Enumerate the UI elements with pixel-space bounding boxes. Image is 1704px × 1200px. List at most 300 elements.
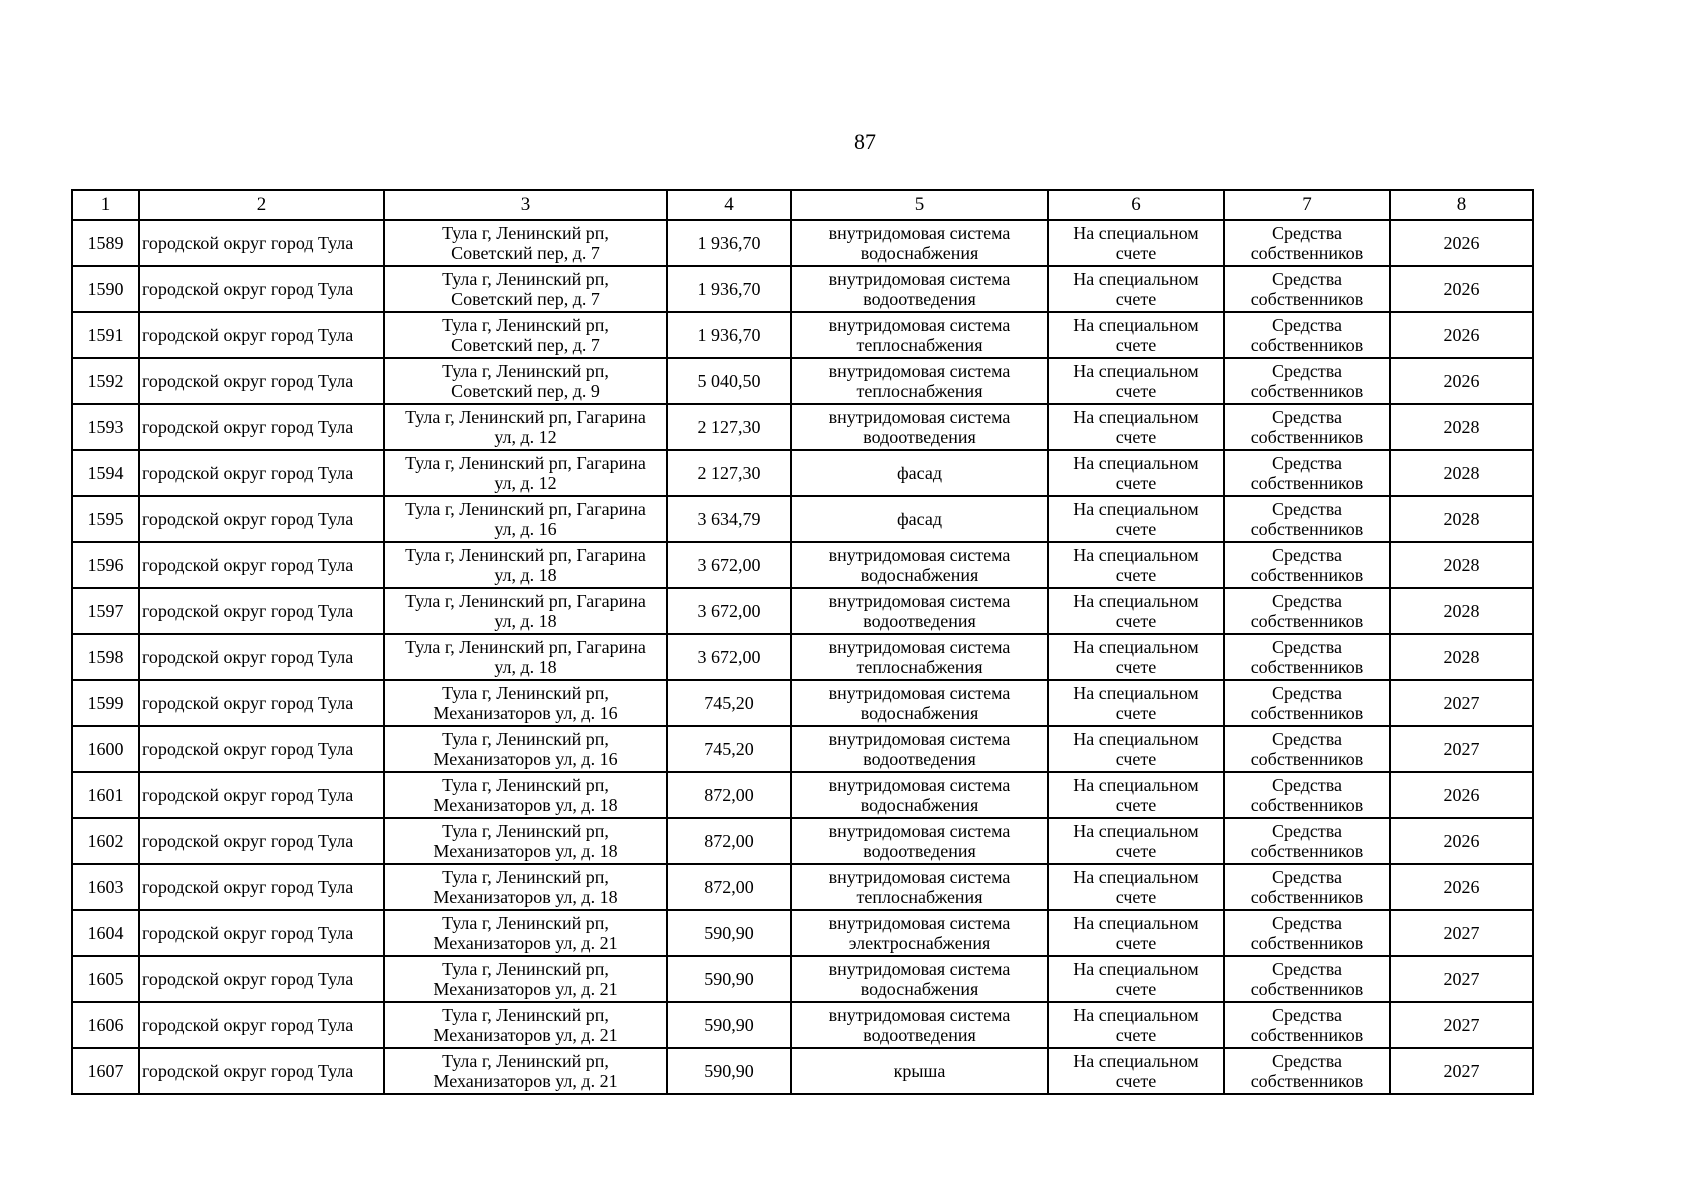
address-cell-line: Механизаторов ул, д. 16 — [433, 749, 618, 769]
work-type-cell-line: водоотведения — [863, 611, 976, 631]
account-cell-line: счете — [1115, 519, 1157, 539]
address-cell-line: Тула г, Ленинский рп, — [442, 729, 609, 749]
account-cell — [1048, 680, 1224, 726]
account-cell — [1048, 864, 1224, 910]
column-header: 4 — [667, 190, 791, 220]
year-cell: 2026 — [1390, 864, 1533, 910]
account-cell-line: На специальном — [1073, 867, 1199, 887]
funding-source-cell-line: собственников — [1250, 1071, 1364, 1091]
work-type-cell — [791, 956, 1048, 1002]
account-cell-line: счете — [1115, 795, 1157, 815]
area-cell: 1 936,70 — [667, 266, 791, 312]
work-type-cell-line: внутридомовая система — [828, 1005, 1011, 1025]
row-number-cell: 1591 — [72, 312, 139, 358]
account-cell-line: счете — [1115, 749, 1157, 769]
account-cell-line: На специальном — [1073, 407, 1199, 427]
work-type-cell-line: внутридомовая система — [828, 775, 1011, 795]
account-cell-line: На специальном — [1073, 453, 1199, 473]
account-cell-line: счете — [1115, 887, 1157, 907]
funding-source-cell-line: собственников — [1250, 565, 1364, 585]
address-cell-line: Тула г, Ленинский рп, Гагарина — [405, 407, 646, 427]
work-type-cell-line: внутридомовая система — [828, 913, 1011, 933]
row-number-cell: 1594 — [72, 450, 139, 496]
row-number-cell: 1592 — [72, 358, 139, 404]
work-type-cell-line: внутридомовая система — [828, 637, 1011, 657]
table-row — [72, 956, 1533, 1002]
account-cell-line: счете — [1115, 473, 1157, 493]
funding-source-cell-line: Средства — [1271, 821, 1343, 841]
table-row — [72, 1002, 1533, 1048]
funding-source-cell — [1224, 956, 1390, 1002]
funding-source-cell — [1224, 404, 1390, 450]
funding-source-cell-line: Средства — [1271, 361, 1343, 381]
year-cell: 2027 — [1390, 1002, 1533, 1048]
account-cell — [1048, 450, 1224, 496]
table-row — [72, 312, 1533, 358]
work-type-cell-line: фасад — [896, 463, 942, 483]
funding-source-cell-line: Средства — [1271, 775, 1343, 795]
address-cell-line: Тула г, Ленинский рп, — [442, 913, 609, 933]
table-row — [72, 542, 1533, 588]
account-cell-line: На специальном — [1073, 499, 1199, 519]
address-cell-line: Механизаторов ул, д. 18 — [433, 887, 618, 907]
year-cell: 2027 — [1390, 910, 1533, 956]
funding-source-cell-line: собственников — [1250, 1025, 1364, 1045]
address-cell — [384, 726, 667, 772]
work-type-cell-line: внутридомовая система — [828, 821, 1011, 841]
account-cell — [1048, 726, 1224, 772]
account-cell-line: На специальном — [1073, 729, 1199, 749]
area-cell: 5 040,50 — [667, 358, 791, 404]
address-cell — [384, 588, 667, 634]
work-type-cell-line: внутридомовая система — [828, 361, 1011, 381]
funding-source-cell-line: собственников — [1250, 887, 1364, 907]
work-type-cell-line: фасад — [896, 509, 942, 529]
work-type-cell-line: внутридомовая система — [828, 867, 1011, 887]
address-cell-line: Советский пер, д. 7 — [451, 289, 600, 309]
funding-source-cell — [1224, 220, 1390, 266]
work-type-cell-line: внутридомовая система — [828, 223, 1011, 243]
account-cell-line: На специальном — [1073, 1051, 1199, 1071]
work-type-cell-line: водоотведения — [863, 1025, 976, 1045]
address-cell-line: Тула г, Ленинский рп, — [442, 821, 609, 841]
address-cell-line: Тула г, Ленинский рп, — [442, 361, 609, 381]
work-type-cell — [791, 1002, 1048, 1048]
funding-source-cell-line: собственников — [1250, 335, 1364, 355]
municipality-cell: городской округ город Тула — [139, 910, 384, 956]
row-number-cell: 1597 — [72, 588, 139, 634]
account-cell — [1048, 358, 1224, 404]
year-cell: 2028 — [1390, 450, 1533, 496]
row-number-cell: 1595 — [72, 496, 139, 542]
funding-source-cell — [1224, 588, 1390, 634]
address-cell-line: ул, д. 18 — [494, 611, 557, 631]
account-cell — [1048, 772, 1224, 818]
address-cell — [384, 1002, 667, 1048]
row-number-cell: 1600 — [72, 726, 139, 772]
area-cell: 1 936,70 — [667, 220, 791, 266]
address-cell-line: Советский пер, д. 7 — [451, 335, 600, 355]
account-cell — [1048, 266, 1224, 312]
work-type-cell-line: водоснабжения — [860, 565, 979, 585]
address-cell-line: Тула г, Ленинский рп, Гагарина — [405, 545, 646, 565]
municipality-cell: городской округ город Тула — [139, 542, 384, 588]
table-row — [72, 772, 1533, 818]
row-number-cell: 1604 — [72, 910, 139, 956]
row-number-cell: 1606 — [72, 1002, 139, 1048]
funding-source-cell-line: собственников — [1250, 289, 1364, 309]
municipality-cell: городской округ город Тула — [139, 358, 384, 404]
address-cell-line: Механизаторов ул, д. 18 — [433, 795, 618, 815]
municipality-cell: городской округ город Тула — [139, 266, 384, 312]
area-cell: 590,90 — [667, 956, 791, 1002]
address-cell-line: ул, д. 18 — [494, 565, 557, 585]
funding-source-cell-line: Средства — [1271, 269, 1343, 289]
year-cell: 2028 — [1390, 404, 1533, 450]
funding-source-cell — [1224, 496, 1390, 542]
funding-source-cell-line: Средства — [1271, 729, 1343, 749]
account-cell — [1048, 312, 1224, 358]
funding-source-cell — [1224, 864, 1390, 910]
funding-source-cell — [1224, 726, 1390, 772]
column-header: 1 — [72, 190, 139, 220]
table-row — [72, 588, 1533, 634]
account-cell-line: счете — [1115, 565, 1157, 585]
work-type-cell-line: внутридомовая система — [828, 545, 1011, 565]
repair-program-table — [71, 189, 1534, 1095]
table-row — [72, 450, 1533, 496]
table-row — [72, 910, 1533, 956]
year-cell: 2028 — [1390, 588, 1533, 634]
account-cell-line: На специальном — [1073, 775, 1199, 795]
year-cell: 2028 — [1390, 496, 1533, 542]
funding-source-cell-line: собственников — [1250, 933, 1364, 953]
address-cell-line: Тула г, Ленинский рп, — [442, 1005, 609, 1025]
work-type-cell — [791, 588, 1048, 634]
table-row — [72, 864, 1533, 910]
address-cell-line: Тула г, Ленинский рп, Гагарина — [405, 591, 646, 611]
funding-source-cell-line: Средства — [1271, 637, 1343, 657]
column-header: 6 — [1048, 190, 1224, 220]
table-row — [72, 404, 1533, 450]
row-number-cell: 1601 — [72, 772, 139, 818]
funding-source-cell-line: собственников — [1250, 979, 1364, 999]
area-cell: 3 634,79 — [667, 496, 791, 542]
address-cell-line: Механизаторов ул, д. 21 — [433, 933, 618, 953]
account-cell — [1048, 818, 1224, 864]
row-number-cell: 1605 — [72, 956, 139, 1002]
funding-source-cell-line: Средства — [1271, 959, 1343, 979]
municipality-cell: городской округ город Тула — [139, 1048, 384, 1094]
work-type-cell-line: внутридомовая система — [828, 729, 1011, 749]
year-cell: 2027 — [1390, 956, 1533, 1002]
address-cell — [384, 266, 667, 312]
address-cell — [384, 910, 667, 956]
address-cell-line: Тула г, Ленинский рп, Гагарина — [405, 499, 646, 519]
funding-source-cell — [1224, 634, 1390, 680]
account-cell — [1048, 496, 1224, 542]
work-type-cell-line: водоснабжения — [860, 795, 979, 815]
address-cell — [384, 404, 667, 450]
funding-source-cell-line: собственников — [1250, 381, 1364, 401]
year-cell: 2026 — [1390, 220, 1533, 266]
work-type-cell — [791, 910, 1048, 956]
account-cell — [1048, 588, 1224, 634]
table-row — [72, 1048, 1533, 1094]
table-row — [72, 818, 1533, 864]
work-type-cell — [791, 312, 1048, 358]
account-cell-line: На специальном — [1073, 913, 1199, 933]
funding-source-cell-line: собственников — [1250, 243, 1364, 263]
work-type-cell-line: внутридомовая система — [828, 683, 1011, 703]
address-cell-line: Тула г, Ленинский рп, — [442, 223, 609, 243]
funding-source-cell-line: Средства — [1271, 499, 1343, 519]
funding-source-cell-line: Средства — [1271, 1051, 1343, 1071]
funding-source-cell — [1224, 818, 1390, 864]
area-cell: 3 672,00 — [667, 542, 791, 588]
row-number-cell: 1607 — [72, 1048, 139, 1094]
work-type-cell-line: внутридомовая система — [828, 407, 1011, 427]
year-cell: 2026 — [1390, 818, 1533, 864]
work-type-cell — [791, 726, 1048, 772]
work-type-cell — [791, 818, 1048, 864]
account-cell-line: На специальном — [1073, 545, 1199, 565]
municipality-cell: городской округ город Тула — [139, 956, 384, 1002]
funding-source-cell-line: Средства — [1271, 591, 1343, 611]
address-cell-line: ул, д. 12 — [494, 427, 557, 447]
address-cell-line: Тула г, Ленинский рп, — [442, 269, 609, 289]
table-row — [72, 266, 1533, 312]
work-type-cell-line: водоотведения — [863, 841, 976, 861]
year-cell: 2028 — [1390, 634, 1533, 680]
address-cell — [384, 1048, 667, 1094]
account-cell-line: На специальном — [1073, 591, 1199, 611]
account-cell-line: На специальном — [1073, 315, 1199, 335]
area-cell: 872,00 — [667, 864, 791, 910]
row-number-cell: 1590 — [72, 266, 139, 312]
area-cell: 2 127,30 — [667, 450, 791, 496]
funding-source-cell-line: Средства — [1271, 867, 1343, 887]
municipality-cell: городской округ город Тула — [139, 588, 384, 634]
funding-source-cell — [1224, 680, 1390, 726]
address-cell — [384, 680, 667, 726]
work-type-cell-line: теплоснабжения — [856, 335, 983, 355]
year-cell: 2026 — [1390, 312, 1533, 358]
account-cell-line: счете — [1115, 703, 1157, 723]
address-cell-line: Тула г, Ленинский рп, — [442, 959, 609, 979]
municipality-cell: городской округ город Тула — [139, 1002, 384, 1048]
account-cell — [1048, 1048, 1224, 1094]
area-cell: 2 127,30 — [667, 404, 791, 450]
work-type-cell-line: водоотведения — [863, 427, 976, 447]
account-cell — [1048, 634, 1224, 680]
year-cell: 2027 — [1390, 1048, 1533, 1094]
address-cell — [384, 312, 667, 358]
year-cell: 2026 — [1390, 266, 1533, 312]
work-type-cell — [791, 266, 1048, 312]
work-type-cell-line: водоснабжения — [860, 703, 979, 723]
work-type-cell-line: внутридомовая система — [828, 959, 1011, 979]
address-cell — [384, 864, 667, 910]
address-cell-line: Тула г, Ленинский рп, — [442, 867, 609, 887]
address-cell — [384, 818, 667, 864]
funding-source-cell-line: Средства — [1271, 545, 1343, 565]
address-cell-line: ул, д. 18 — [494, 657, 557, 677]
funding-source-cell-line: собственников — [1250, 473, 1364, 493]
work-type-cell — [791, 496, 1048, 542]
account-cell-line: счете — [1115, 427, 1157, 447]
work-type-cell — [791, 772, 1048, 818]
column-header: 8 — [1390, 190, 1533, 220]
account-cell-line: На специальном — [1073, 683, 1199, 703]
municipality-cell: городской округ город Тула — [139, 634, 384, 680]
row-number-cell: 1598 — [72, 634, 139, 680]
funding-source-cell — [1224, 266, 1390, 312]
row-number-cell: 1599 — [72, 680, 139, 726]
account-cell — [1048, 910, 1224, 956]
work-type-cell-line: теплоснабжения — [856, 381, 983, 401]
address-cell-line: Советский пер, д. 9 — [451, 381, 600, 401]
address-cell-line: Механизаторов ул, д. 21 — [433, 1071, 618, 1091]
funding-source-cell — [1224, 312, 1390, 358]
page-number: 87 — [854, 129, 876, 154]
funding-source-cell-line: собственников — [1250, 841, 1364, 861]
funding-source-cell — [1224, 910, 1390, 956]
year-cell: 2026 — [1390, 772, 1533, 818]
column-header: 5 — [791, 190, 1048, 220]
work-type-cell-line: водоотведения — [863, 289, 976, 309]
address-cell-line: Механизаторов ул, д. 21 — [433, 979, 618, 999]
table-row — [72, 496, 1533, 542]
municipality-cell: городской округ город Тула — [139, 864, 384, 910]
account-cell — [1048, 956, 1224, 1002]
work-type-cell-line: водоснабжения — [860, 979, 979, 999]
account-cell-line: На специальном — [1073, 223, 1199, 243]
address-cell — [384, 496, 667, 542]
work-type-cell — [791, 542, 1048, 588]
account-cell — [1048, 542, 1224, 588]
account-cell-line: счете — [1115, 289, 1157, 309]
municipality-cell: городской округ город Тула — [139, 404, 384, 450]
account-cell-line: На специальном — [1073, 1005, 1199, 1025]
work-type-cell-line: внутридомовая система — [828, 591, 1011, 611]
work-type-cell — [791, 680, 1048, 726]
address-cell-line: Советский пер, д. 7 — [451, 243, 600, 263]
funding-source-cell-line: Средства — [1271, 913, 1343, 933]
account-cell-line: счете — [1115, 1071, 1157, 1091]
account-cell — [1048, 220, 1224, 266]
account-cell-line: На специальном — [1073, 821, 1199, 841]
account-cell-line: счете — [1115, 979, 1157, 999]
row-number-cell: 1602 — [72, 818, 139, 864]
funding-source-cell — [1224, 772, 1390, 818]
work-type-cell — [791, 450, 1048, 496]
address-cell-line: Тула г, Ленинский рп, — [442, 1051, 609, 1071]
year-cell: 2028 — [1390, 542, 1533, 588]
funding-source-cell — [1224, 542, 1390, 588]
column-header: 3 — [384, 190, 667, 220]
funding-source-cell-line: собственников — [1250, 795, 1364, 815]
work-type-cell — [791, 404, 1048, 450]
address-cell-line: Механизаторов ул, д. 16 — [433, 703, 618, 723]
area-cell: 872,00 — [667, 818, 791, 864]
work-type-cell — [791, 1048, 1048, 1094]
year-cell: 2027 — [1390, 726, 1533, 772]
funding-source-cell-line: Средства — [1271, 407, 1343, 427]
work-type-cell-line: электроснабжения — [848, 933, 991, 953]
address-cell-line: Тула г, Ленинский рп, — [442, 775, 609, 795]
municipality-cell: городской округ город Тула — [139, 450, 384, 496]
funding-source-cell-line: Средства — [1271, 223, 1343, 243]
work-type-cell-line: водоснабжения — [860, 243, 979, 263]
work-type-cell-line: крыша — [893, 1061, 946, 1081]
address-cell-line: Механизаторов ул, д. 21 — [433, 1025, 618, 1045]
municipality-cell: городской округ город Тула — [139, 772, 384, 818]
area-cell: 1 936,70 — [667, 312, 791, 358]
address-cell-line: Тула г, Ленинский рп, — [442, 683, 609, 703]
funding-source-cell-line: Средства — [1271, 1005, 1343, 1025]
funding-source-cell-line: Средства — [1271, 453, 1343, 473]
funding-source-cell-line: Средства — [1271, 315, 1343, 335]
area-cell: 872,00 — [667, 772, 791, 818]
municipality-cell: городской округ город Тула — [139, 496, 384, 542]
table-row — [72, 680, 1533, 726]
work-type-cell-line: внутридомовая система — [828, 315, 1011, 335]
column-header: 7 — [1224, 190, 1390, 220]
row-number-cell: 1596 — [72, 542, 139, 588]
row-number-cell: 1589 — [72, 220, 139, 266]
address-cell — [384, 542, 667, 588]
work-type-cell-line: теплоснабжения — [856, 887, 983, 907]
address-cell-line: Механизаторов ул, д. 18 — [433, 841, 618, 861]
funding-source-cell — [1224, 450, 1390, 496]
table-row — [72, 726, 1533, 772]
funding-source-cell-line: собственников — [1250, 611, 1364, 631]
address-cell — [384, 450, 667, 496]
table-row — [72, 358, 1533, 404]
work-type-cell — [791, 634, 1048, 680]
address-cell-line: ул, д. 12 — [494, 473, 557, 493]
account-cell-line: счете — [1115, 933, 1157, 953]
work-type-cell — [791, 220, 1048, 266]
work-type-cell-line: теплоснабжения — [856, 657, 983, 677]
area-cell: 590,90 — [667, 910, 791, 956]
row-number-cell: 1593 — [72, 404, 139, 450]
municipality-cell: городской округ город Тула — [139, 220, 384, 266]
address-cell — [384, 634, 667, 680]
address-cell-line: Тула г, Ленинский рп, Гагарина — [405, 637, 646, 657]
funding-source-cell-line: собственников — [1250, 657, 1364, 677]
area-cell: 3 672,00 — [667, 634, 791, 680]
municipality-cell: городской округ город Тула — [139, 312, 384, 358]
year-cell: 2026 — [1390, 358, 1533, 404]
municipality-cell: городской округ город Тула — [139, 680, 384, 726]
address-cell-line: Тула г, Ленинский рп, Гагарина — [405, 453, 646, 473]
table-header-row — [72, 190, 1533, 220]
funding-source-cell-line: Средства — [1271, 683, 1343, 703]
area-cell: 590,90 — [667, 1002, 791, 1048]
account-cell-line: счете — [1115, 657, 1157, 677]
account-cell-line: На специальном — [1073, 269, 1199, 289]
address-cell-line: ул, д. 16 — [494, 519, 557, 539]
address-cell — [384, 358, 667, 404]
year-cell: 2027 — [1390, 680, 1533, 726]
account-cell-line: счете — [1115, 335, 1157, 355]
column-header: 2 — [139, 190, 384, 220]
area-cell: 3 672,00 — [667, 588, 791, 634]
account-cell-line: счете — [1115, 381, 1157, 401]
work-type-cell — [791, 864, 1048, 910]
